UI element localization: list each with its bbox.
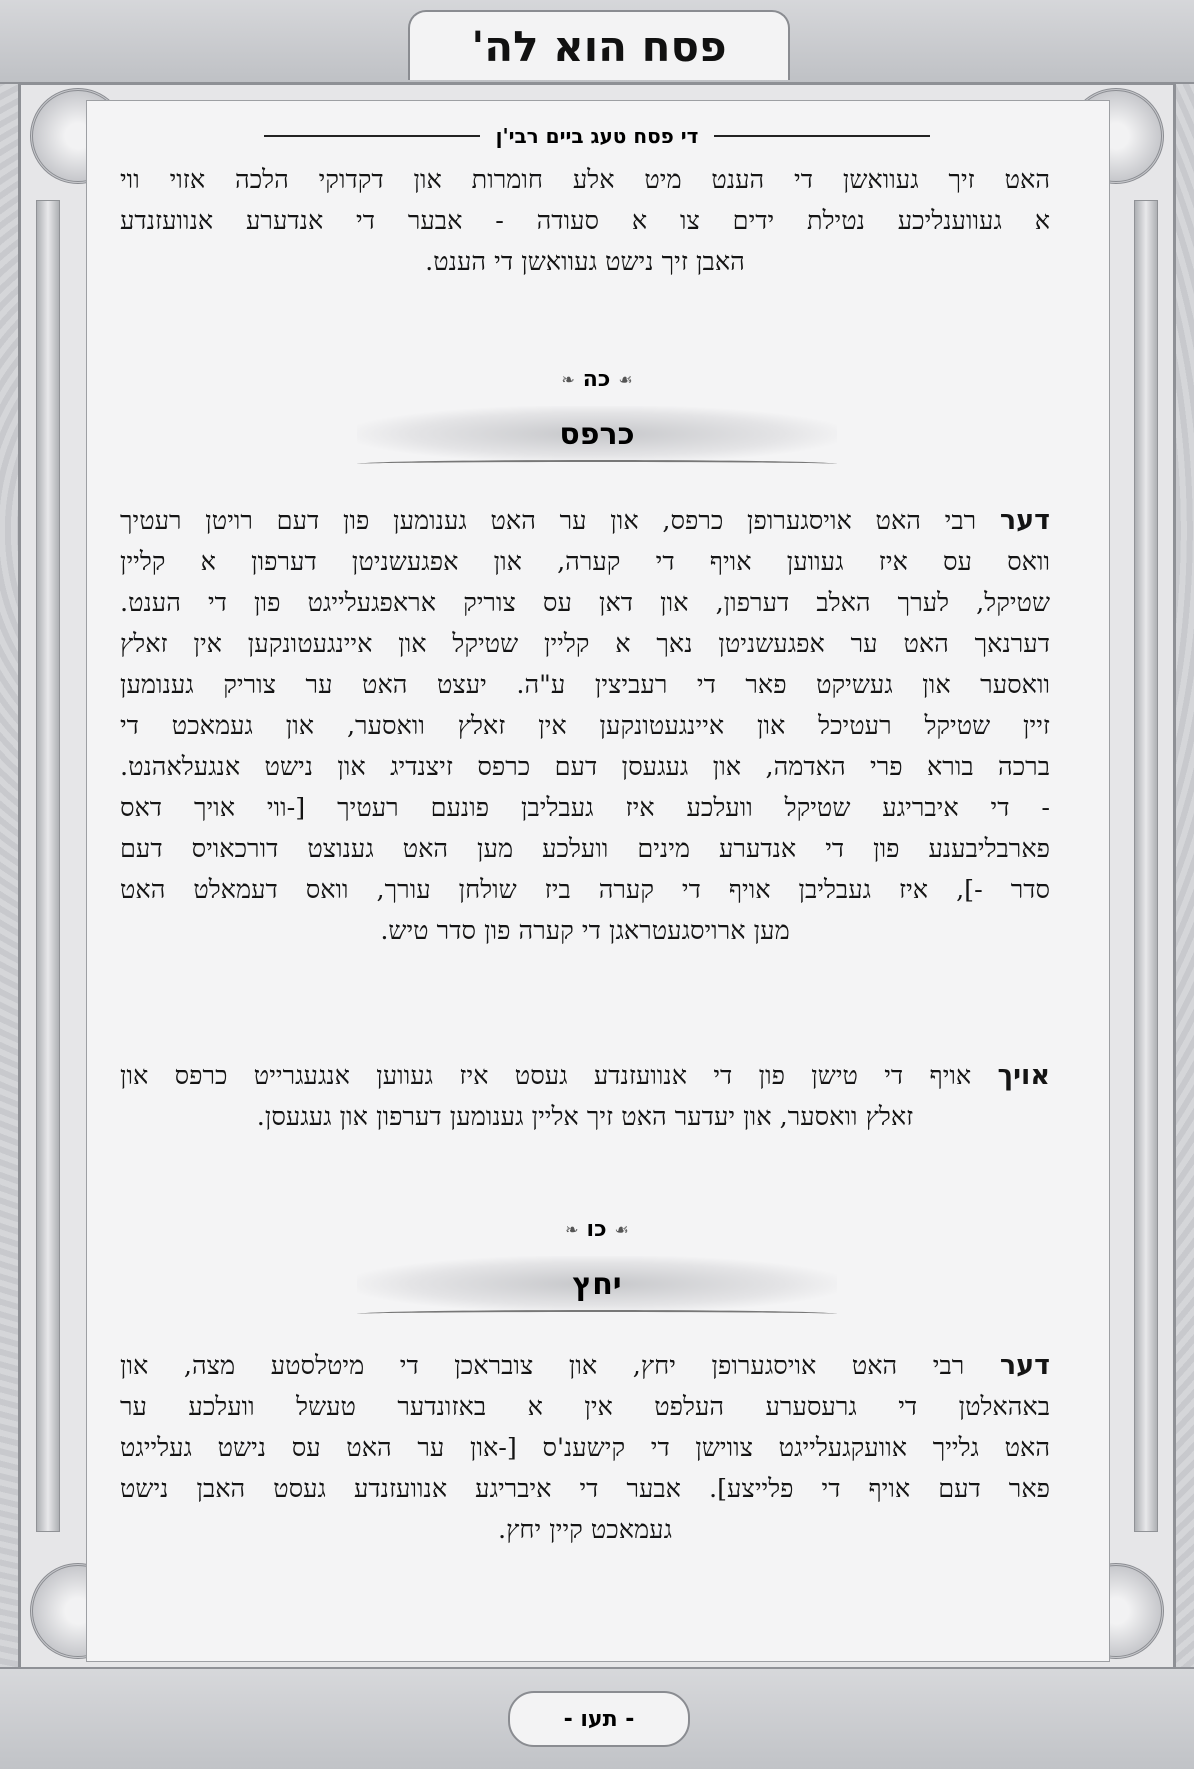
section-number <box>477 1214 717 1244</box>
yachatz-paragraph <box>120 1345 1050 1551</box>
text-line: וואס עס איז געווען אויף די קערה, און אפגעשניטן דערפון א קליין <box>120 547 1050 577</box>
text-line: סדר -], איז געבליבן אויף די קערה ביז שולחן עורך, וואס דעמאלט האט <box>120 875 1050 905</box>
section-title-text: יחץ <box>572 1266 622 1302</box>
text-line <box>120 1345 1050 1387</box>
text-line: דערנאך האט ער אפגעשניטן נאך א קליין שטיקל און איינגעטונקען אין זאלץ <box>120 629 1050 659</box>
text-line: פאר דעם אויף די פלייצע]. אבער די איבריגע אנוועזנדע געסט האבן נישט <box>120 1474 1050 1504</box>
text-line: וואסער און געשיקט פאר די רעביצין ע"ה. יעצט האט ער צוריק גענומען <box>120 670 1050 700</box>
flourish-icon: ☙ <box>618 369 633 389</box>
text-line: שטיקל, לערך האלב דערפון, און דאן עס צוריק אראפגעלייגט פון די הענט. <box>120 588 1050 618</box>
karpas-paragraph <box>120 500 1050 952</box>
line-text: אויף די טישן פון די אנוועזנדע געסט איז געווען אנגעגרייט כרפס און <box>120 1061 972 1091</box>
scroll-ornament <box>357 460 837 468</box>
bold-opening-word: דער <box>999 1350 1050 1381</box>
right-pillar-ornament <box>1134 200 1158 1532</box>
subheading-text: די פסח טעג ביים רבי'ן <box>495 124 699 148</box>
section-number-text: כו <box>586 1216 607 1242</box>
bold-opening-word: דער <box>999 505 1051 536</box>
page-number-box <box>508 1691 690 1747</box>
section-number-text: כה <box>582 366 611 392</box>
text-line <box>120 500 1050 542</box>
text-line: האבן זיך נישט געוואשן די הענט. <box>425 247 745 277</box>
text-line: האט זיך געוואשן די הענט מיט אלע חומרות און דקדוקי הלכה אזוי ווי <box>120 165 1050 195</box>
section-subheading <box>264 120 930 152</box>
text-line: מען ארויסגעטראגן די קערה פון סדר טיש. <box>380 916 790 946</box>
flourish-icon: ❧ <box>561 369 575 389</box>
section-title <box>357 1256 837 1312</box>
scroll-ornament <box>357 1310 837 1318</box>
text-line: זיין שטיקל רעטיכל און איינגעטונקען אין זאלץ וואסער, און געמאכט די <box>120 711 1050 741</box>
page-number: - תעו - <box>563 1706 635 1732</box>
page-title: פסח הוא לה' <box>471 21 727 71</box>
text-line: געמאכט קיין יחץ. <box>497 1515 673 1545</box>
karpas-guests-paragraph <box>120 1055 1050 1138</box>
text-line: ברכה בורא פרי האדמה, און געגעסן דעם כרפס זיצנדיג און נישט אנגעלאהנט. <box>120 752 1050 782</box>
left-pillar-ornament <box>36 200 60 1532</box>
intro-paragraph <box>120 160 1050 283</box>
section-number <box>477 364 717 394</box>
text-line: פארבליבענע פון די אנדערע מינים וועלכע מען האט גענוצט דורכאויס דעם <box>120 834 1050 864</box>
divider <box>714 135 930 137</box>
text-line: באהאלטן די גרעסערע העלפט אין א באזונדער טעשל וועלכע ער <box>120 1392 1050 1422</box>
text-line <box>120 1055 1050 1097</box>
text-line: א געווענליכע נטילת ידים צו א סעודה - אבער די אנדערע אנוועזנדע <box>120 206 1050 236</box>
flourish-icon: ☙ <box>614 1219 629 1239</box>
header-title-box <box>408 10 790 80</box>
bold-opening-word: אויך <box>997 1060 1050 1091</box>
flourish-icon: ❧ <box>565 1219 579 1239</box>
divider <box>264 135 480 137</box>
text-line: האט גלייך אוועקגעלייגט צווישן די קישענ'ס [-און ער האט עס נישט געלייגט <box>120 1433 1050 1463</box>
text-line: זאלץ וואסער, און יעדער האט זיך אליין גענומען דערפון און געגעסן. <box>256 1102 914 1132</box>
section-title <box>357 406 837 462</box>
section-title-text: כרפס <box>559 416 635 452</box>
text-line: - די איבריגע שטיקל וועלכע איז געבליבן פונעם רעטיך [-ווי אויך דאס <box>120 793 1050 823</box>
line-text: רבי האט אויסגערופן יחץ, און צובראכן די מיטלסטע מצה, און <box>120 1351 965 1381</box>
line-text: רבי האט אויסגערופן כרפס, און ער האט גענומען פון דעם רויטן רעטיך <box>120 506 977 536</box>
